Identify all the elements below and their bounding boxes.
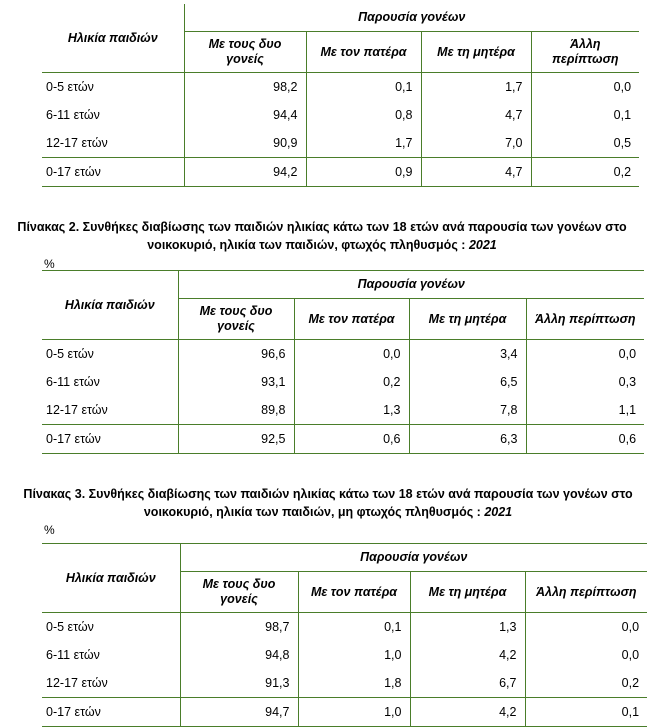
caption-year: 2021 — [468, 238, 497, 252]
caption-text: Πίνακας 3. Συνθήκες διαβίωσης των παιδιών ηλικίας κάτω των 18 ετών ανά παρουσία των γονέων στο νοικοκυριό, ηλικία των παιδιών, μη φτωχός πληθυσμός : — [23, 487, 633, 519]
cell-value: 1,1 — [618, 403, 637, 417]
col-mother: Με τη μητέρα — [410, 572, 525, 613]
row-age: 0-17 ετών — [42, 425, 178, 454]
cell-value: 94,7 — [180, 698, 298, 727]
cell-value: 6,5 — [409, 368, 526, 396]
cell-value: 0,1 — [298, 613, 410, 642]
col-other: Άλλη περίπτωση — [525, 572, 647, 613]
cell-value: 94,8 — [180, 641, 298, 669]
cell-value: 0,9 — [306, 158, 421, 187]
cell-value: 7,0 — [421, 129, 531, 158]
cell-value: 0,0 — [294, 340, 409, 369]
parent-presence-header: Παρουσία γονέων — [180, 544, 647, 572]
row-age: 12-17 ετών — [42, 669, 180, 698]
cell-value: 98,2 — [184, 73, 306, 102]
table-row — [42, 158, 639, 187]
parent-presence-header: Παρουσία γονέων — [178, 271, 644, 299]
row-age: 6-11 ετών — [42, 641, 180, 669]
table-row — [42, 101, 639, 129]
parent-presence-header: Παρουσία γονέων — [184, 4, 639, 32]
cell-value: 3,4 — [409, 340, 526, 369]
cell-value: 92,5 — [178, 425, 294, 454]
cell-value: 4,7 — [421, 101, 531, 129]
cell-value: 1,7 — [306, 129, 421, 158]
table-1 — [42, 4, 639, 187]
unit-label: % — [44, 257, 55, 271]
unit-label: % — [44, 523, 55, 537]
col-other: Άλλη περίπτωση — [526, 299, 644, 340]
col-both-parents: Με τους δυο γονείς — [178, 299, 294, 340]
col-mother: Με τη μητέρα — [409, 299, 526, 340]
row-age: 0-17 ετών — [42, 158, 184, 187]
row-age: 6-11 ετών — [42, 368, 178, 396]
cell-value: 0,5 — [613, 136, 632, 150]
cell-value: 93,1 — [178, 368, 294, 396]
table-row — [42, 641, 647, 669]
cell-value: 91,3 — [180, 669, 298, 698]
table-row — [42, 340, 644, 369]
cell-value: 89,8 — [178, 396, 294, 425]
cell-value: 1,7 — [421, 73, 531, 102]
row-age: 0-5 ετών — [42, 73, 184, 102]
cell-value: 96,6 — [178, 340, 294, 369]
cell-value: 7,8 — [409, 396, 526, 425]
cell-value: 0,1 — [525, 698, 647, 727]
cell-value: 90,9 — [184, 129, 306, 158]
cell-value: 98,7 — [180, 613, 298, 642]
row-age: 0-17 ετών — [42, 698, 180, 727]
cell-value: 0,6 — [526, 425, 644, 454]
cell-value: 0,0 — [613, 80, 632, 94]
col-both-parents: Με τους δυο γονείς — [184, 32, 306, 73]
cell-value: 1,3 — [410, 613, 525, 642]
col-father: Με τον πατέρα — [306, 32, 421, 73]
table-row — [42, 425, 644, 454]
table-2 — [42, 270, 644, 454]
cell-value: 4,2 — [410, 641, 525, 669]
table-row — [42, 698, 647, 727]
age-column-header: Ηλικία παιδιών — [42, 4, 184, 73]
caption-year: 2021 — [484, 505, 513, 519]
cell-value: 0,3 — [618, 375, 637, 389]
cell-value: 0,1 — [306, 73, 421, 102]
cell-value: 0,1 — [613, 108, 632, 122]
col-mother: Με τη μητέρα — [421, 32, 531, 73]
table-3-caption — [12, 485, 644, 521]
cell-value: 1,0 — [298, 698, 410, 727]
cell-value: 94,2 — [184, 158, 306, 187]
cell-value: 0,8 — [306, 101, 421, 129]
row-age: 6-11 ετών — [42, 101, 184, 129]
cell-value: 0,2 — [531, 158, 639, 187]
table-row — [42, 368, 644, 396]
row-age: 12-17 ετών — [42, 396, 178, 425]
cell-value: 0,2 — [294, 368, 409, 396]
table-2-caption — [2, 218, 642, 254]
table-row — [42, 73, 639, 102]
col-father: Με τον πατέρα — [294, 299, 409, 340]
caption-text: Πίνακας 2. Συνθήκες διαβίωσης των παιδιών ηλικίας κάτω των 18 ετών ανά παρουσία των γονέων στο νοικοκυριό, ηλικία των παιδιών, φτωχός πληθυσμός : — [17, 220, 627, 252]
cell-value: 0,0 — [621, 648, 640, 662]
cell-value: 1,8 — [298, 669, 410, 698]
cell-value: 4,2 — [410, 698, 525, 727]
col-father: Με τον πατέρα — [298, 572, 410, 613]
table-row — [42, 669, 647, 698]
age-column-header: Ηλικία παιδιών — [42, 544, 180, 613]
table-3 — [42, 543, 647, 727]
row-age: 12-17 ετών — [42, 129, 184, 158]
cell-value: 4,7 — [421, 158, 531, 187]
cell-value: 94,4 — [184, 101, 306, 129]
cell-value: 0,0 — [621, 620, 640, 634]
table-row — [42, 613, 647, 642]
col-other: Άλλη περίπτωση — [531, 32, 639, 73]
cell-value: 0,6 — [294, 425, 409, 454]
cell-value: 0,2 — [621, 676, 640, 690]
cell-value: 6,7 — [410, 669, 525, 698]
cell-value: 1,0 — [298, 641, 410, 669]
cell-value: 1,3 — [294, 396, 409, 425]
col-both-parents: Με τους δυο γονείς — [180, 572, 298, 613]
cell-value: 6,3 — [409, 425, 526, 454]
table-row — [42, 129, 639, 158]
row-age: 0-5 ετών — [42, 613, 180, 642]
table-row — [42, 396, 644, 425]
age-column-header: Ηλικία παιδιών — [42, 271, 178, 340]
cell-value: 0,0 — [618, 347, 637, 361]
row-age: 0-5 ετών — [42, 340, 178, 369]
